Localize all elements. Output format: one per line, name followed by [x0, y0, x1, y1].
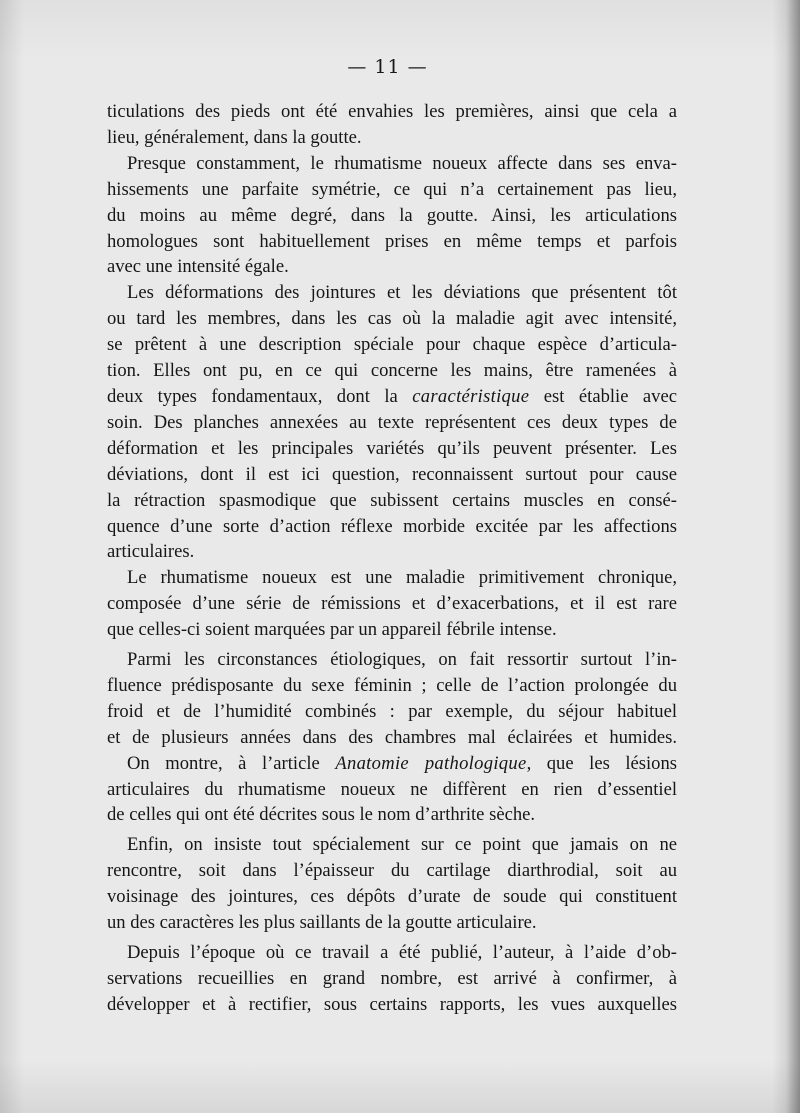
text-segment: , que les lésions	[526, 752, 678, 774]
text-line: avec une intensité égale.	[107, 256, 289, 278]
text-line: articulaires.	[107, 541, 195, 563]
text-line: et de plusieurs années dans des chambres mal éclairées et humides.	[107, 726, 677, 748]
text-line: lieu, généralement, dans la goutte.	[107, 126, 362, 148]
text-segment: On montre, à l’article	[127, 752, 320, 774]
text-line: voisinage des jointures, ces dépôts d’urate de soude qui constituent	[107, 886, 677, 908]
page-edge-shadow	[786, 0, 800, 1113]
italic-term-caracteristique: caractéristique	[412, 385, 530, 407]
text-line: Depuis l’époque où ce travail a été publié, l’auteur, à l’aide d’ob-	[127, 942, 677, 963]
text-line: composée d’une série de rémissions et d’exacerbations, et il est rare	[107, 593, 677, 615]
italic-term-anatomie: Anatomie pathologique	[335, 752, 527, 774]
text-line: de celles qui ont été décrites sous le nom d’arthrite sèche.	[107, 804, 536, 826]
text-line: la rétraction spasmodique que subissent certains muscles en consé-	[107, 489, 677, 511]
text-segment: deux types fondamentaux, dont la	[107, 385, 398, 407]
text-line: que celles-ci soient marquées par un appareil fébrile intense.	[107, 619, 557, 641]
text-line: Parmi les circonstances étiologiques, on fait ressortir surtout l’in-	[127, 649, 677, 671]
text-line: articulaires du rhumatisme noueux ne diffèrent en rien d’essentiel	[107, 778, 677, 800]
text-line: servations recueillies en grand nombre, est arrivé à confirmer, à	[107, 967, 677, 989]
text-line: ticulations des pieds ont été envahies les premières, ainsi que cela a	[107, 101, 677, 122]
text-line: Presque constamment, le rhumatisme noueux affecte dans ses enva-	[127, 152, 677, 174]
text-line	[107, 751, 677, 777]
text-line: développer et à rectifier, sous certains rapports, les vues auxquelles	[107, 993, 677, 1015]
text-line: se prêtent à une description spéciale pour chaque espèce d’articula-	[107, 334, 677, 356]
text-line: Enfin, on insiste tout spécialement sur ce point que jamais on ne	[127, 834, 677, 856]
text-line: tion. Elles ont pu, en ce qui concerne les mains, être ramenées à	[107, 360, 677, 382]
text-line: rencontre, soit dans l’épaisseur du cartilage diarthrodial, soit au	[107, 860, 677, 882]
text-line: Le rhumatisme noueux est une maladie primitivement chronique,	[127, 567, 677, 589]
text-line: Les déformations des jointures et les déviations que présentent tôt	[127, 282, 677, 304]
text-line: homologues sont habituellement prises en même temps et parfois	[107, 230, 677, 252]
text-line: quence d’une sorte d’action réflexe morbide excitée par les affections	[107, 515, 677, 537]
text-line: froid et de l’humidité combinés : par exemple, du séjour habituel	[107, 700, 677, 722]
text-line: du moins au même degré, dans la goutte. Ainsi, les articulations	[107, 204, 677, 226]
body-text	[107, 99, 677, 1018]
text-line: fluence prédisposante du sexe féminin ; celle de l’action prolongée du	[107, 674, 677, 696]
page-number-header: — 11 —	[347, 56, 428, 78]
text-line: déformation et les principales variétés qu’ils peuvent présenter. Les	[107, 437, 677, 459]
text-line: hissements une parfaite symétrie, ce qui n’a certainement pas lieu,	[107, 178, 677, 200]
text-line: un des caractères les plus saillants de la goutte articulaire.	[107, 912, 537, 934]
text-line	[107, 384, 677, 410]
text-segment: est établie avec	[543, 385, 677, 407]
text-line: déviations, dont il est ici question, reconnaissent surtout pour cause	[107, 463, 677, 485]
text-line: ou tard les membres, dans les cas où la maladie agit avec intensité,	[107, 308, 677, 330]
text-line: soin. Des planches annexées au texte représentent ces deux types de	[107, 411, 677, 433]
